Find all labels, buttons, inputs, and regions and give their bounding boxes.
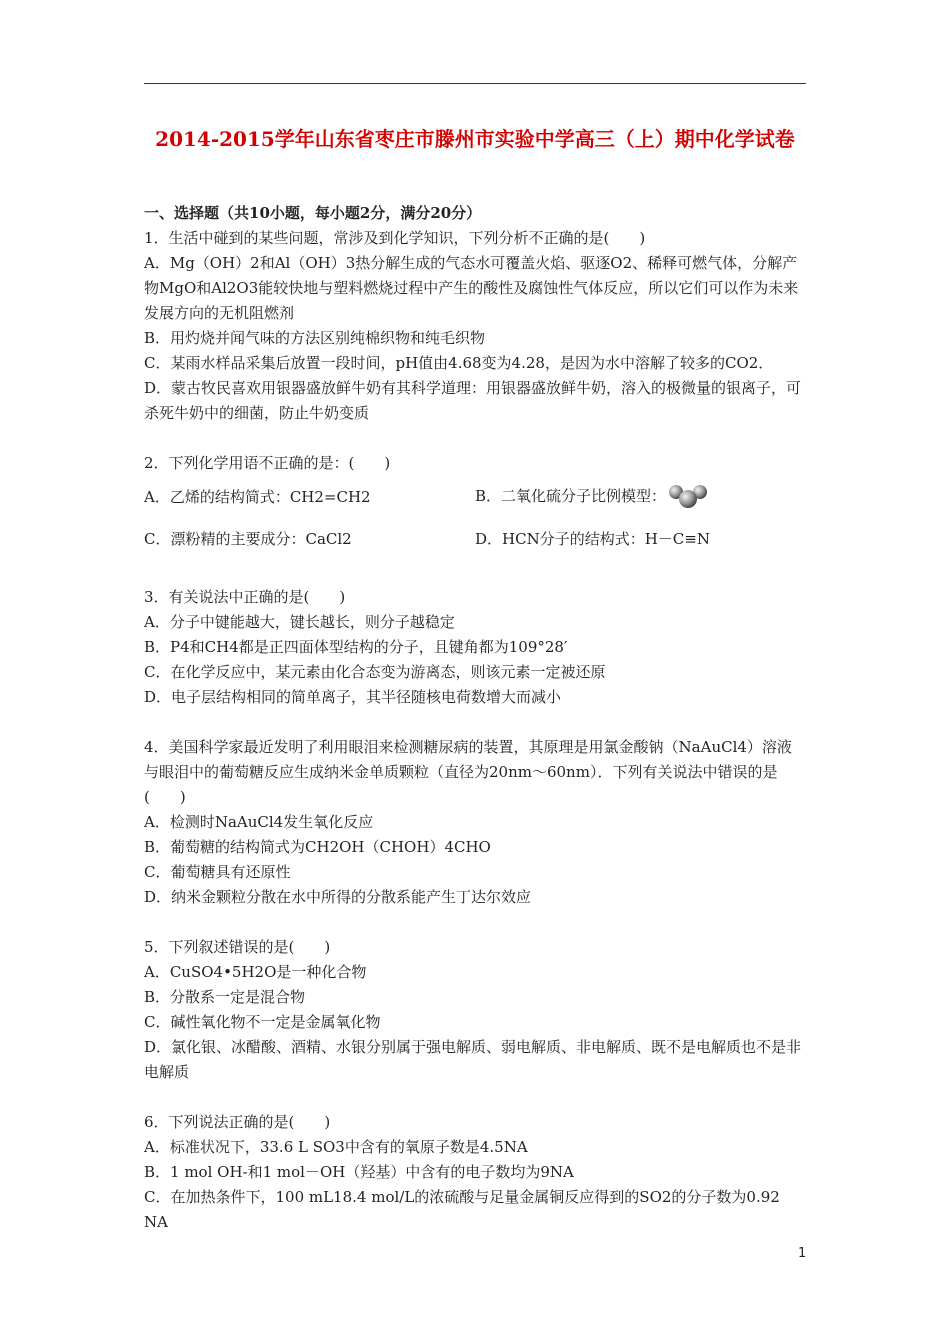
- q2-row-ab: [144, 476, 806, 518]
- q2-option-d: D．HCN分子的结构式：H－C≡N: [475, 529, 710, 548]
- header-rule: [144, 83, 806, 84]
- q5-option-d: D．氯化银、冰醋酸、酒精、水银分别属于强电解质、弱电解质、非电解质、既不是电解质也不是非电解质: [144, 1038, 802, 1081]
- q2-option-b-wrap: [475, 484, 806, 510]
- q4-stem: 4．美国科学家最近发明了利用眼泪来检测糖尿病的装置，其原理是用氯金酸钠（NaAuCl4）溶液与眼泪中的葡萄糖反应生成纳米金单质颗粒（直径为20nm～60nm）．下列有关说法中错误的是( ): [144, 738, 792, 806]
- q1-option-c: C．某雨水样品采集后放置一段时间，pH值由4.68变为4.28，是因为水中溶解了较多的CO2．: [144, 354, 774, 372]
- q3-stem: 3．有关说法中正确的是( ): [144, 588, 346, 606]
- q2-option-c: C．漂粉精的主要成分：CaCl2: [144, 529, 352, 548]
- q5-option-a: A．CuSO4•5H2O是一种化合物: [144, 963, 367, 981]
- q4-option-a: A．检测时NaAuCl4发生氧化反应: [144, 813, 374, 831]
- q6-option-b: B．1 mol OH-和1 mol－OH（羟基）中含有的电子数均为9NA: [144, 1163, 574, 1181]
- q5-option-c: C．碱性氧化物不一定是金属氧化物: [144, 1013, 381, 1031]
- q2-stem: 2．下列化学用语不正确的是：( ): [144, 454, 391, 472]
- page-title: 2014-2015学年山东省枣庄市滕州市实验中学高三（上）期中化学试卷: [155, 127, 795, 151]
- q2-option-b: B．二氧化硫分子比例模型：: [475, 487, 667, 505]
- q1-option-a: A．Mg（OH）2和Al（OH）3热分解生成的气态水可覆盖火焰、驱逐O2、稀释可燃气体，分解产物MgO和Al2O3能较快地与塑料燃烧过程中产生的酸性及腐蚀性气体反应，所以它们可以作为未来发展方向的无机阻燃剂: [144, 254, 799, 322]
- so2-space-filling-model-icon: [666, 484, 710, 510]
- q3-option-d: D．电子层结构相同的简单离子，其半径随核电荷数增大而减小: [144, 688, 562, 706]
- section-heading: 一、选择题（共10小题，每小题2分，满分20分）: [144, 204, 482, 222]
- q1-stem: 1．生活中碰到的某些问题，常涉及到化学知识，下列分析不正确的是( ): [144, 229, 646, 247]
- q5-option-b: B．分散系一定是混合物: [144, 988, 306, 1006]
- q3-option-b: B．P4和CH4都是正四面体型结构的分子，且键角都为109°28′: [144, 638, 568, 656]
- q6-option-a: A．标准状况下，33.6 L SO3中含有的氧原子数是4.5NA: [144, 1138, 528, 1156]
- q3-option-c: C．在化学反应中，某元素由化合态变为游离态，则该元素一定被还原: [144, 663, 606, 681]
- q1-option-d: D．蒙古牧民喜欢用银器盛放鲜牛奶有其科学道理：用银器盛放鲜牛奶，溶入的极微量的银离子，可杀死牛奶中的细菌，防止牛奶变质: [144, 379, 802, 422]
- question-content: [144, 201, 806, 1235]
- q2-row-cd: [144, 518, 806, 560]
- q2-option-a: A．乙烯的结构简式：CH2=CH2: [144, 487, 371, 506]
- q4-option-d: D．纳米金颗粒分散在水中所得的分散系能产生丁达尔效应: [144, 888, 532, 906]
- page-number: 1: [798, 1246, 807, 1261]
- q4-option-b: B．葡萄糖的结构简式为CH2OH（CHOH）4CHO: [144, 838, 491, 856]
- q6-option-c: C．在加热条件下，100 mL18.4 mol/L的浓硫酸与足量金属铜反应得到的SO2的分子数为0.92 NA: [144, 1188, 780, 1231]
- q6-stem: 6．下列说法正确的是( ): [144, 1113, 331, 1131]
- q1-option-b: B．用灼烧并闻气味的方法区别纯棉织物和纯毛织物: [144, 329, 486, 347]
- q3-option-a: A．分子中键能越大，键长越长，则分子越稳定: [144, 613, 455, 631]
- q4-option-c: C．葡萄糖具有还原性: [144, 863, 291, 881]
- q5-stem: 5．下列叙述错误的是( ): [144, 938, 331, 956]
